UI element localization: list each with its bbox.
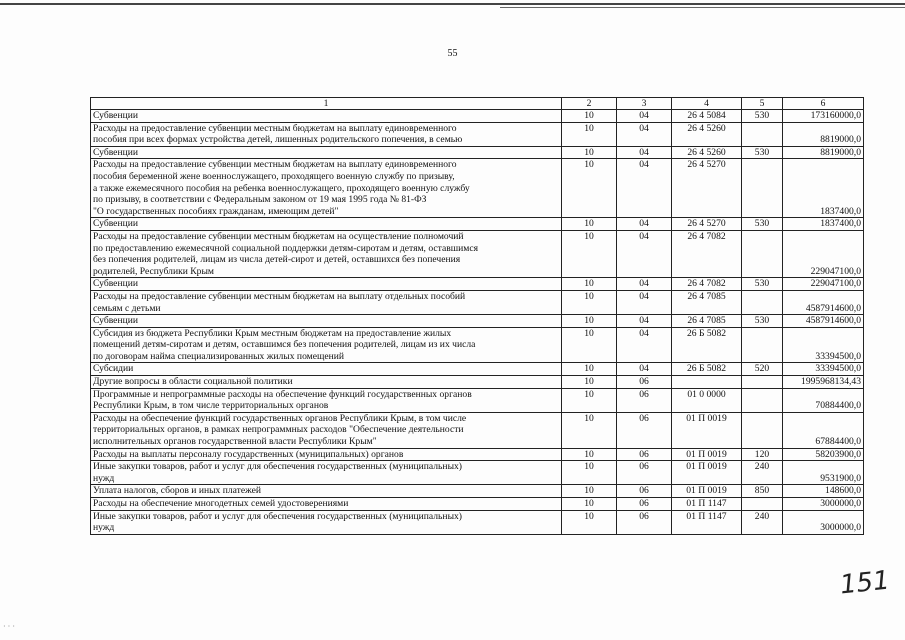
header-cell: 4 <box>672 98 742 110</box>
cell-name: Субвенции <box>91 110 562 123</box>
table-row <box>91 315 864 328</box>
table-row <box>91 278 864 291</box>
cell-section: 10 <box>562 388 617 412</box>
cell-target: 26 Б 5082 <box>672 327 742 363</box>
cell-section: 10 <box>562 290 617 314</box>
cell-amount: 229047100,0 <box>783 278 864 291</box>
cell-target: 01 П 1147 <box>672 510 742 534</box>
cell-amount: 8819000,0 <box>783 122 864 146</box>
header-cell: 6 <box>783 98 864 110</box>
cell-target: 26 4 7085 <box>672 315 742 328</box>
table-row <box>91 388 864 412</box>
cell-amount: 1837400,0 <box>783 218 864 231</box>
cell-type: 530 <box>742 146 783 159</box>
cell-amount: 67884400,0 <box>783 412 864 448</box>
cell-name: Расходы на предоставление субвенции местным бюджетам на осуществление полномочий по предоставлению ежемесячной социальной поддержки детям-сиротам и детям, оставшимся без попечения родителей, лицам из числа детей-сирот и детей, оставшихся без попечения родителей, Республики Крым <box>91 230 562 277</box>
cell-type <box>742 412 783 448</box>
cell-section: 10 <box>562 510 617 534</box>
cell-type: 530 <box>742 315 783 328</box>
cell-type: 240 <box>742 510 783 534</box>
table-row <box>91 376 864 389</box>
table-row <box>91 218 864 231</box>
cell-type <box>742 388 783 412</box>
table-row <box>91 327 864 363</box>
cell-subsection: 04 <box>617 122 672 146</box>
cell-subsection: 04 <box>617 146 672 159</box>
cell-amount: 173160000,0 <box>783 110 864 123</box>
table-row <box>91 498 864 511</box>
cell-amount: 33394500,0 <box>783 363 864 376</box>
cell-section: 10 <box>562 122 617 146</box>
table-header-row <box>91 98 864 110</box>
cell-target: 26 4 5084 <box>672 110 742 123</box>
table-row <box>91 122 864 146</box>
cell-type: 850 <box>742 485 783 498</box>
cell-type: 530 <box>742 110 783 123</box>
table-row <box>91 110 864 123</box>
table-row <box>91 510 864 534</box>
cell-section: 10 <box>562 498 617 511</box>
header-cell: 2 <box>562 98 617 110</box>
table-row <box>91 412 864 448</box>
cell-amount: 4587914600,0 <box>783 290 864 314</box>
cell-subsection: 06 <box>617 412 672 448</box>
cell-target: 26 4 5260 <box>672 122 742 146</box>
table-row <box>91 461 864 485</box>
cell-subsection: 04 <box>617 363 672 376</box>
cell-name: Субвенции <box>91 218 562 231</box>
cell-amount: 4587914600,0 <box>783 315 864 328</box>
cell-name: Иные закупки товаров, работ и услуг для обеспечения государственных (муниципальных) нужд <box>91 461 562 485</box>
cell-amount: 9531900,0 <box>783 461 864 485</box>
cell-amount: 1837400,0 <box>783 159 864 218</box>
cell-target: 01 П 0019 <box>672 448 742 461</box>
cell-subsection: 04 <box>617 230 672 277</box>
cell-section: 10 <box>562 159 617 218</box>
cell-amount: 70884400,0 <box>783 388 864 412</box>
cell-subsection: 04 <box>617 327 672 363</box>
cell-target: 26 4 5270 <box>672 159 742 218</box>
handwritten-page-number: 151 <box>838 565 892 601</box>
cell-target: 01 П 0019 <box>672 412 742 448</box>
cell-amount: 229047100,0 <box>783 230 864 277</box>
cell-section: 10 <box>562 218 617 231</box>
cell-section: 10 <box>562 485 617 498</box>
cell-target: 01 0 0000 <box>672 388 742 412</box>
cell-subsection: 06 <box>617 510 672 534</box>
cell-target: 26 Б 5082 <box>672 363 742 376</box>
cell-subsection: 06 <box>617 498 672 511</box>
cell-target: 26 4 7082 <box>672 230 742 277</box>
top-scan-line-secondary <box>500 7 905 8</box>
cell-name: Субвенции <box>91 146 562 159</box>
header-cell: 5 <box>742 98 783 110</box>
cell-name: Субсидия из бюджета Республики Крым местным бюджетам на предоставление жилых помещений детям-сиротам и детям, оставшимся без попечения родителей, лицам из их числа по договорам найма специализированных жилых помещений <box>91 327 562 363</box>
header-cell: 3 <box>617 98 672 110</box>
cell-section: 10 <box>562 376 617 389</box>
cell-section: 10 <box>562 278 617 291</box>
budget-table <box>90 97 864 535</box>
table-row <box>91 230 864 277</box>
cell-subsection: 06 <box>617 388 672 412</box>
cell-section: 10 <box>562 412 617 448</box>
cell-type <box>742 376 783 389</box>
cell-name: Иные закупки товаров, работ и услуг для обеспечения государственных (муниципальных) нужд <box>91 510 562 534</box>
cell-subsection: 04 <box>617 159 672 218</box>
cell-target <box>672 376 742 389</box>
cell-name: Расходы на обеспечение функций государственных органов Республики Крым, в том числе территориальных органов, в рамках непрограммных расходов "Обеспечение деятельности исполнительных органов государственной власти Республики Крым" <box>91 412 562 448</box>
table-row <box>91 448 864 461</box>
cell-section: 10 <box>562 315 617 328</box>
cell-subsection: 06 <box>617 461 672 485</box>
cell-subsection: 04 <box>617 278 672 291</box>
cell-type: 530 <box>742 278 783 291</box>
cell-subsection: 06 <box>617 448 672 461</box>
table-row <box>91 159 864 218</box>
cell-section: 10 <box>562 327 617 363</box>
cell-name: Расходы на предоставление субвенции местным бюджетам на выплату отдельных пособий семьям с детьми <box>91 290 562 314</box>
cell-section: 10 <box>562 110 617 123</box>
table-row <box>91 290 864 314</box>
cell-name: Субсидии <box>91 363 562 376</box>
cell-type: 240 <box>742 461 783 485</box>
cell-target: 01 П 1147 <box>672 498 742 511</box>
cell-amount: 3000000,0 <box>783 510 864 534</box>
cell-type: 520 <box>742 363 783 376</box>
cell-target: 26 4 5260 <box>672 146 742 159</box>
cell-type <box>742 230 783 277</box>
cell-type <box>742 327 783 363</box>
cell-type <box>742 498 783 511</box>
cell-subsection: 04 <box>617 110 672 123</box>
top-scan-line <box>0 3 905 5</box>
cell-type: 530 <box>742 218 783 231</box>
table-row <box>91 485 864 498</box>
cell-amount: 3000000,0 <box>783 498 864 511</box>
cell-name: Расходы на выплаты персоналу государственных (муниципальных) органов <box>91 448 562 461</box>
cell-type <box>742 159 783 218</box>
cell-target: 26 4 7082 <box>672 278 742 291</box>
cell-name: Другие вопросы в области социальной политики <box>91 376 562 389</box>
cell-section: 10 <box>562 146 617 159</box>
cell-section: 10 <box>562 448 617 461</box>
cell-name: Субвенции <box>91 278 562 291</box>
cell-target: 01 П 0019 <box>672 485 742 498</box>
cell-subsection: 04 <box>617 315 672 328</box>
cell-subsection: 06 <box>617 485 672 498</box>
cell-amount: 33394500,0 <box>783 327 864 363</box>
cell-target: 26 4 7085 <box>672 290 742 314</box>
cell-target: 26 4 5270 <box>672 218 742 231</box>
margin-marks: · · · <box>3 622 15 631</box>
cell-type <box>742 290 783 314</box>
cell-subsection: 06 <box>617 376 672 389</box>
cell-name: Программные и непрограммные расходы на обеспечение функций государственных органов Республики Крым, в том числе территориальных органов <box>91 388 562 412</box>
cell-name: Расходы на предоставление субвенции местным бюджетам на выплату единовременного пособия беременной жене военнослужащего, проходящего военную службу по призыву, а также ежемесячного пособия на ребенка военнослужащего, проходящего военную службу по призыву, в соответствии с Федеральным законом от 19 мая 1995 года № 81-ФЗ "О государственных пособиях гражданам, имеющим детей" <box>91 159 562 218</box>
cell-subsection: 04 <box>617 290 672 314</box>
cell-name: Расходы на предоставление субвенции местным бюджетам на выплату единовременного пособия при всех формах устройства детей, лишенных родительского попечения, в семью <box>91 122 562 146</box>
cell-section: 10 <box>562 363 617 376</box>
cell-name: Расходы на обеспечение многодетных семей удостоверениями <box>91 498 562 511</box>
cell-amount: 58203900,0 <box>783 448 864 461</box>
cell-section: 10 <box>562 461 617 485</box>
cell-name: Уплата налогов, сборов и иных платежей <box>91 485 562 498</box>
header-cell: 1 <box>91 98 562 110</box>
cell-amount: 1995968134,43 <box>783 376 864 389</box>
cell-type: 120 <box>742 448 783 461</box>
page-number: 55 <box>447 48 458 59</box>
cell-type <box>742 122 783 146</box>
cell-amount: 148600,0 <box>783 485 864 498</box>
cell-name: Субвенции <box>91 315 562 328</box>
table-row <box>91 363 864 376</box>
cell-subsection: 04 <box>617 218 672 231</box>
cell-section: 10 <box>562 230 617 277</box>
cell-target: 01 П 0019 <box>672 461 742 485</box>
table-row <box>91 146 864 159</box>
cell-amount: 8819000,0 <box>783 146 864 159</box>
